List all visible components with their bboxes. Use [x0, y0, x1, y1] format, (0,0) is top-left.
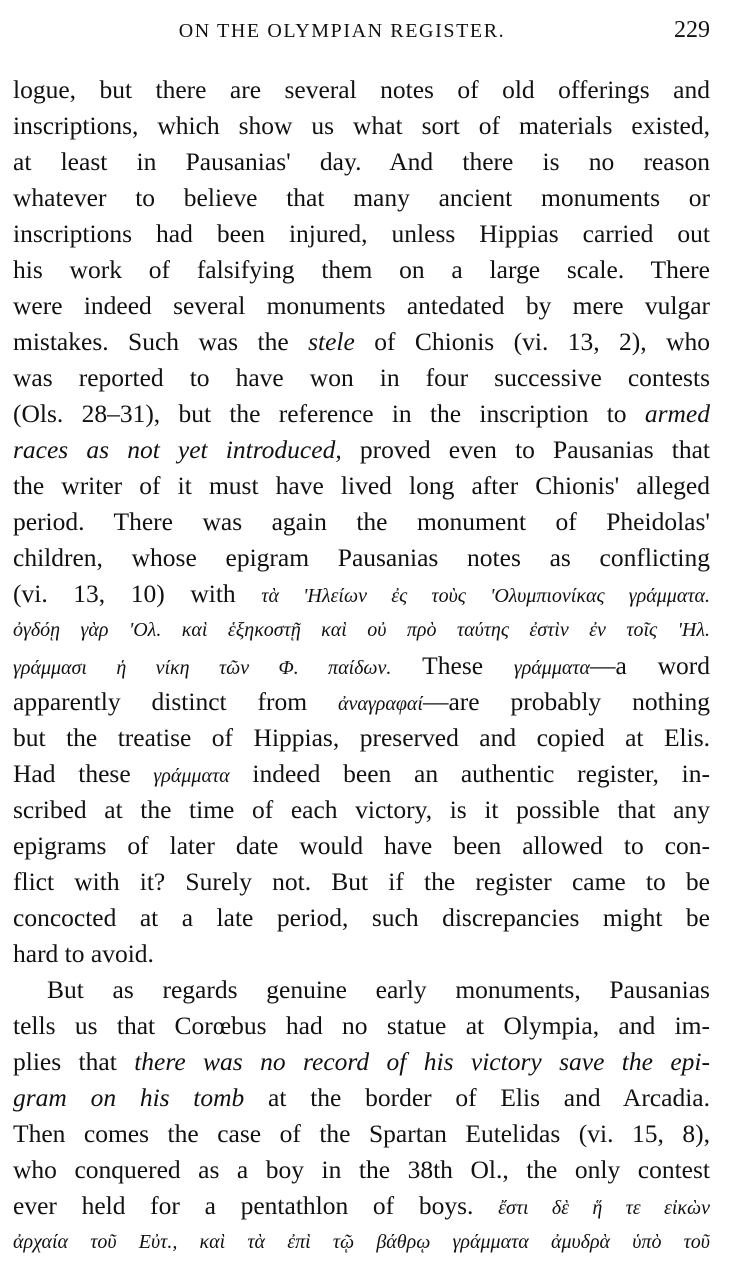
text-line: tells us that Corœbus had no statue at Olympia, and im-	[13, 1011, 710, 1040]
text-run: mistakes. Such was the	[13, 327, 309, 356]
text-line: inscriptions had been injured, unless Hippias carried out	[13, 219, 710, 248]
text-run: indeed been an authentic register, in-	[229, 759, 710, 788]
text-line	[13, 1044, 710, 1080]
italic-phrase: gram on his tomb	[13, 1083, 245, 1112]
text-line	[13, 1080, 710, 1116]
text-line: were indeed several monuments antedated by mere vulgar	[13, 291, 710, 320]
greek-quote: ἔστι δὲ ἥ τε εἰκὼν	[498, 1197, 710, 1219]
text-line: flict with it? Surely not. But if the register came to be	[13, 867, 710, 896]
text-run: (Ols. 28–31), but the reference in the inscription to	[13, 399, 645, 428]
text-line: his work of falsifying them on a large scale. There	[13, 255, 710, 284]
greek-term: γράμματα	[513, 657, 591, 679]
paragraph-start-line: But as regards genuine early monuments, Pausanias	[47, 975, 710, 1004]
greek-quote: γράμμασι ἡ νίκη τῶν Φ. παίδων.	[13, 657, 392, 679]
text-line	[13, 756, 710, 792]
greek-quote: τὰ 'Ηλείων ἐς τοὺς 'Ολυμπιονίκας γράμματα.	[261, 585, 710, 607]
text-run: Had these	[13, 759, 154, 788]
text-run: These	[391, 651, 514, 680]
text-line: who conquered as a boy in the 38th Ol., the only contest	[13, 1155, 710, 1184]
text-run: —are probably nothing	[422, 687, 710, 716]
text-run: —a word	[590, 651, 710, 680]
text-line	[13, 432, 710, 468]
text-line: scribed at the time of each victory, is it possible that any	[13, 795, 710, 824]
greek-term: ἀναγραφαί	[338, 693, 423, 715]
text-line	[13, 396, 710, 432]
page-number: 229	[674, 17, 710, 43]
text-run: ever held for a pentathlon of boys.	[13, 1191, 499, 1220]
text-line: at least in Pausanias' day. And there is no reason	[13, 147, 710, 176]
text-line: epigrams of later date would have been allowed to con-	[13, 831, 710, 860]
text-line: concocted at a late period, such discrepancies might be	[13, 903, 710, 932]
text-line: was reported to have won in four successive contests	[13, 363, 710, 392]
text-line: but the treatise of Hippias, preserved and copied at Elis.	[13, 723, 710, 752]
italic-term: stele	[308, 327, 355, 356]
text-run: apparently distinct from	[13, 687, 338, 716]
text-line	[13, 1188, 710, 1224]
text-line: children, whose epigram Pausanias notes as conflicting	[13, 543, 710, 572]
greek-term: γράμματα	[153, 765, 230, 787]
text-run: plies that	[13, 1047, 135, 1076]
text-line: Then comes the case of the Spartan Eutelidas (vi. 15, 8),	[13, 1119, 710, 1148]
paragraph-end-line: hard to avoid.	[13, 939, 154, 968]
text-line	[13, 576, 710, 612]
page-header	[14, 16, 710, 48]
text-line	[13, 684, 710, 720]
text-run: proved even to Pausanias that	[341, 435, 710, 464]
italic-phrase: armed	[644, 399, 710, 428]
text-line	[13, 324, 710, 360]
text-line: inscriptions, which show us what sort of materials existed,	[13, 111, 710, 140]
text-line: logue, but there are several notes of old offerings and	[13, 75, 710, 104]
text-line: the writer of it must have lived long after Chionis' alleged	[13, 471, 710, 500]
greek-quote-line: ὀγδόῃ γὰρ 'Ολ. καὶ ἑξηκοστῇ καὶ οὐ πρὸ ταύτης ἐστὶν ἐν τοῖς 'Ηλ.	[13, 619, 710, 641]
text-line: whatever to believe that many ancient monuments or	[13, 183, 710, 212]
body-text	[13, 72, 710, 1260]
greek-quote-line: ἀρχαία τοῦ Εὐτ., καὶ τὰ ἐπὶ τῷ βάθρῳ γράμματα ἀμυδρὰ ὑπὸ τοῦ	[13, 1231, 710, 1253]
text-line: period. There was again the monument of Pheidolas'	[13, 507, 710, 536]
text-line	[13, 648, 710, 684]
text-run: at the border of Elis and Arcadia.	[244, 1083, 710, 1112]
text-run: (vi. 13, 10) with	[13, 579, 262, 608]
running-head: ON THE OLYMPIAN REGISTER.	[178, 20, 506, 42]
italic-phrase: races as not yet introduced,	[13, 435, 342, 464]
text-run: of Chionis (vi. 13, 2), who	[354, 327, 710, 356]
italic-phrase: there was no record of his victory save the epi-	[134, 1047, 710, 1076]
